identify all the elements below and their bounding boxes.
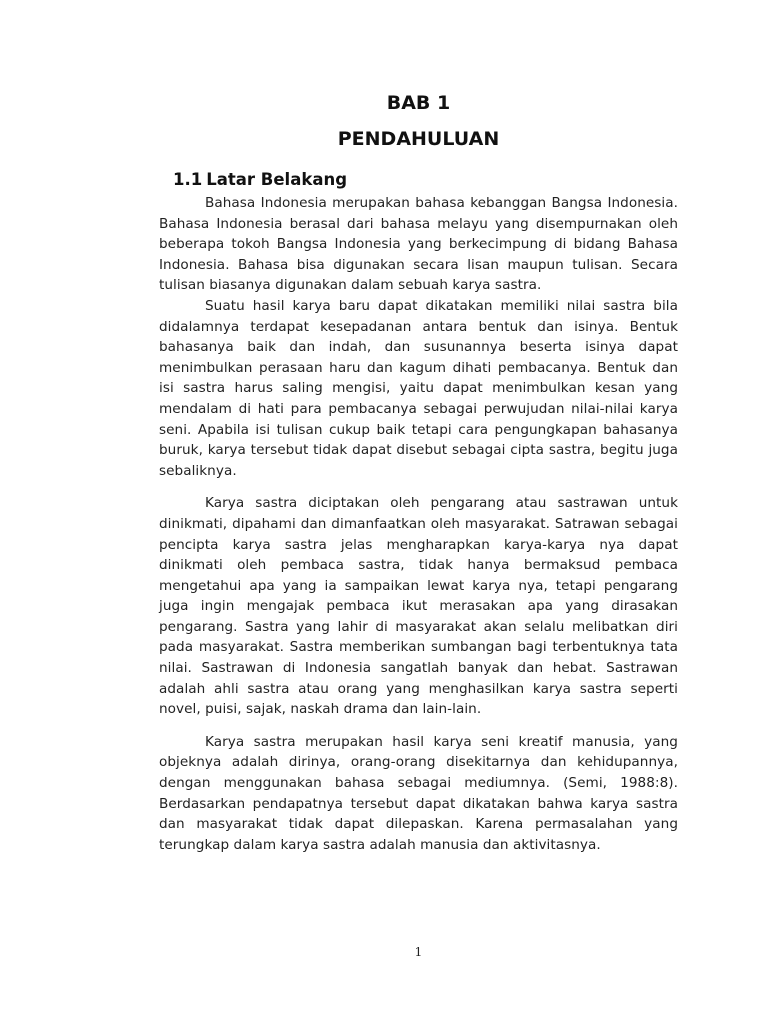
section-title: Latar Belakang xyxy=(206,170,348,189)
body-text xyxy=(159,193,678,855)
section-number: 1.1 xyxy=(173,170,203,189)
paragraph: Bahasa Indonesia merupakan bahasa kebanggan Bangsa Indonesia. Bahasa Indonesia berasal dari bahasa melayu yang disempurnakan oleh beberapa tokoh Bangsa Indonesia yang berkecimpung di bidang Bahasa Indonesia. Bahasa bisa digunakan secara lisan maupun tulisan. Secara tulisan biasanya digunakan dalam sebuah karya sastra. xyxy=(159,195,678,294)
section-heading xyxy=(173,170,347,189)
chapter-title: PENDAHULUAN xyxy=(337,128,500,150)
paragraph: Suatu hasil karya baru dapat dikatakan memiliki nilai sastra bila didalamnya terdapat kesepadanan antara bentuk dan isinya. Bentuk bahasanya baik dan indah, dan susunannya beserta isinya dapat menimbulkan perasaan haru dan kagum dihati pembacanya. Bentuk dan isi sastra harus saling mengisi, yaitu dapat menimbulkan kesan yang mendalam di hati para pembacanya sebagai perwujudan nilai-nilai karya seni. Apabila isi tulisan cukup baik tetapi cara pengungkapan bahasanya buruk, karya tersebut tidak dapat disebut sebagai cipta sastra, begitu juga sebaliknya. xyxy=(159,297,678,479)
chapter-number: BAB 1 xyxy=(386,92,451,114)
page-number: 1 xyxy=(414,945,423,959)
paragraph: Karya sastra merupakan hasil karya seni kreatif manusia, yang objeknya adalah dirinya, orang-orang disekitarnya dan kehidupannya, dengan menggunakan bahasa sebagai mediumnya. (Semi, 1988:8). Berdasarkan pendapatnya tersebut dapat dikatakan bahwa karya sastra dan masyarakat tidak dapat dilepaskan. Karena permasalahan yang terungkap dalam karya sastra adalah manusia dan aktivitasnya. xyxy=(159,733,678,853)
paragraph: Karya sastra diciptakan oleh pengarang atau sastrawan untuk dinikmati, dipahami dan dimanfaatkan oleh masyarakat. Satrawan sebagai pencipta karya sastra jelas mengharapkan karya-karya nya dapat dinikmati oleh pembaca sastra, tidak hanya bermaksud pembaca mengetahui apa yang ia sampaikan lewat karya nya, tetapi pengarang juga ingin mengajak pembaca ikut merasakan apa yang dirasakan pengarang. Sastra yang lahir di masyarakat akan selalu melibatkan diri pada masyarakat. Sastra memberikan sumbangan bagi terbentuknya tata nilai. Sastrawan di Indonesia sangatlah banyak dan hebat. Sastrawan adalah ahli sastra atau orang yang menghasilkan karya sastra seperti novel, puisi, sajak, naskah drama dan lain-lain. xyxy=(159,495,678,718)
